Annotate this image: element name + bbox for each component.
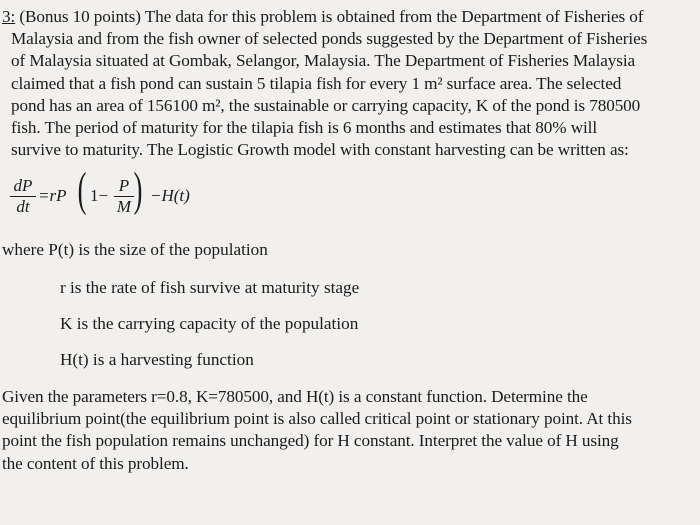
- inner-fraction: P M: [114, 176, 134, 217]
- one-minus: 1−: [90, 186, 109, 205]
- where-line: where P(t) is the size of the population: [2, 240, 268, 259]
- definition-r: r is the rate of fish survive at maturity stage: [60, 278, 360, 297]
- right-paren: ): [133, 163, 143, 216]
- derivative-fraction: dP dt: [10, 176, 36, 217]
- logistic-equation: [10, 163, 330, 228]
- problem-line-6: fish. The period of maturity for the tilapia fish is 6 months and estimates that 80% will: [11, 118, 598, 138]
- problem-line-5: pond has an area of 156100 m², the sustainable or carrying capacity, K of the pond is 780500: [11, 95, 641, 115]
- problem-line-3: of Malaysia situated at Gombak, Selangor, Malaysia. The Department of Fisheries Malaysia: [11, 51, 636, 71]
- definition-k: K is the carrying capacity of the population: [60, 314, 359, 333]
- question-line-3: point the fish population remains unchanged) for H constant. Interpret the value of H using: [2, 431, 619, 451]
- left-paren: (: [77, 163, 87, 216]
- definition-h: H(t) is a harvesting function: [60, 350, 254, 369]
- question-line-2: equilibrium point(the equilibrium point is also called critical point or stationary point. At this: [2, 409, 632, 429]
- question-text: [2, 386, 696, 475]
- problem-line-4: claimed that a fish pond can sustain 5 tilapia fish for every 1 m² surface area. The selected: [11, 73, 622, 93]
- problem-number: 3:: [2, 7, 16, 26]
- equals-rp: =rP: [38, 186, 67, 205]
- problem-line-2: Malaysia and from the fish owner of selected ponds suggested by the Department of Fisheries: [11, 29, 648, 49]
- problem-statement: [2, 6, 696, 161]
- problem-line-1: 3: (Bonus 10 points) The data for this problem is obtained from the Department of Fisheries of: [2, 7, 644, 26]
- harvest-term: −H(t): [150, 186, 190, 205]
- question-line-4: the content of this problem.: [2, 453, 189, 473]
- problem-line-7: survive to maturity. The Logistic Growth model with constant harvesting can be written as:: [11, 140, 629, 160]
- question-line-1: Given the parameters r=0.8, K=780500, and H(t) is a constant function. Determine the: [2, 387, 588, 406]
